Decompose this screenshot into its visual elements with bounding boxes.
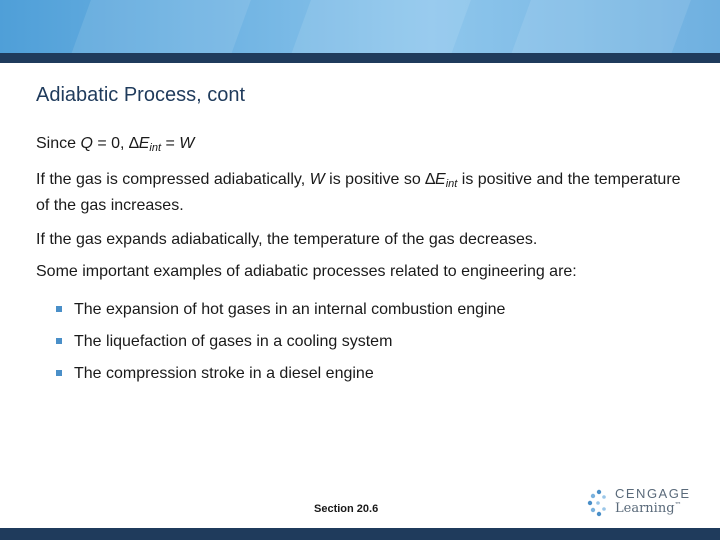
delta-symbol: ∆	[128, 135, 139, 152]
subscript-int: int	[149, 142, 162, 154]
cengage-dots-icon	[585, 486, 611, 520]
cengage-logo	[585, 486, 695, 520]
list-item	[56, 331, 686, 353]
logo-wordmark: CENGAGE	[615, 486, 691, 501]
list-item	[56, 363, 686, 385]
list-item-text: The liquefaction of gases in a cooling system	[74, 333, 393, 350]
logo-learning: Learning	[615, 501, 675, 516]
header-decoration	[62, 0, 258, 53]
delta-symbol: ∆	[425, 171, 436, 188]
header-band	[0, 0, 720, 53]
list-item	[56, 299, 686, 321]
text: is positive and the temperature of the gas increases.	[36, 171, 681, 214]
text: Since	[36, 135, 81, 152]
list-item-text: The expansion of hot gases in an internal combustion engine	[74, 301, 506, 318]
section-label: Section 20.6	[314, 503, 379, 515]
logo-subwordmark	[615, 501, 682, 516]
symbol-e: E	[435, 171, 446, 188]
paragraph-expands: If the gas expands adiabatically, the temperature of the gas decreases.	[36, 231, 538, 248]
text: = 0,	[92, 135, 129, 152]
paragraph-examples: Some important examples of adiabatic processes related to engineering are:	[36, 263, 577, 280]
subscript-int: int	[445, 178, 458, 190]
paragraph-compressed	[36, 169, 686, 217]
bullet-square-icon	[56, 370, 62, 376]
trademark: ™	[674, 501, 682, 509]
text: =	[161, 135, 180, 152]
bullet-square-icon	[56, 306, 62, 312]
symbol-w: W	[309, 171, 325, 188]
header-stripe	[0, 53, 720, 63]
text: If the gas is compressed adiabatically,	[36, 171, 310, 188]
list-item-text: The compression stroke in a diesel engine	[74, 365, 374, 382]
symbol-e: E	[138, 135, 150, 152]
slide-body	[36, 133, 686, 395]
header-decoration	[282, 0, 478, 53]
slide-title: Adiabatic Process, cont	[36, 84, 245, 106]
text: is positive so	[324, 171, 426, 188]
symbol-q: Q	[80, 135, 93, 152]
symbol-w: W	[179, 135, 195, 152]
bullet-square-icon	[56, 338, 62, 344]
bullet-list	[56, 299, 686, 385]
paragraph-since	[36, 133, 686, 159]
footer-stripe	[0, 528, 720, 540]
header-decoration	[502, 0, 698, 53]
